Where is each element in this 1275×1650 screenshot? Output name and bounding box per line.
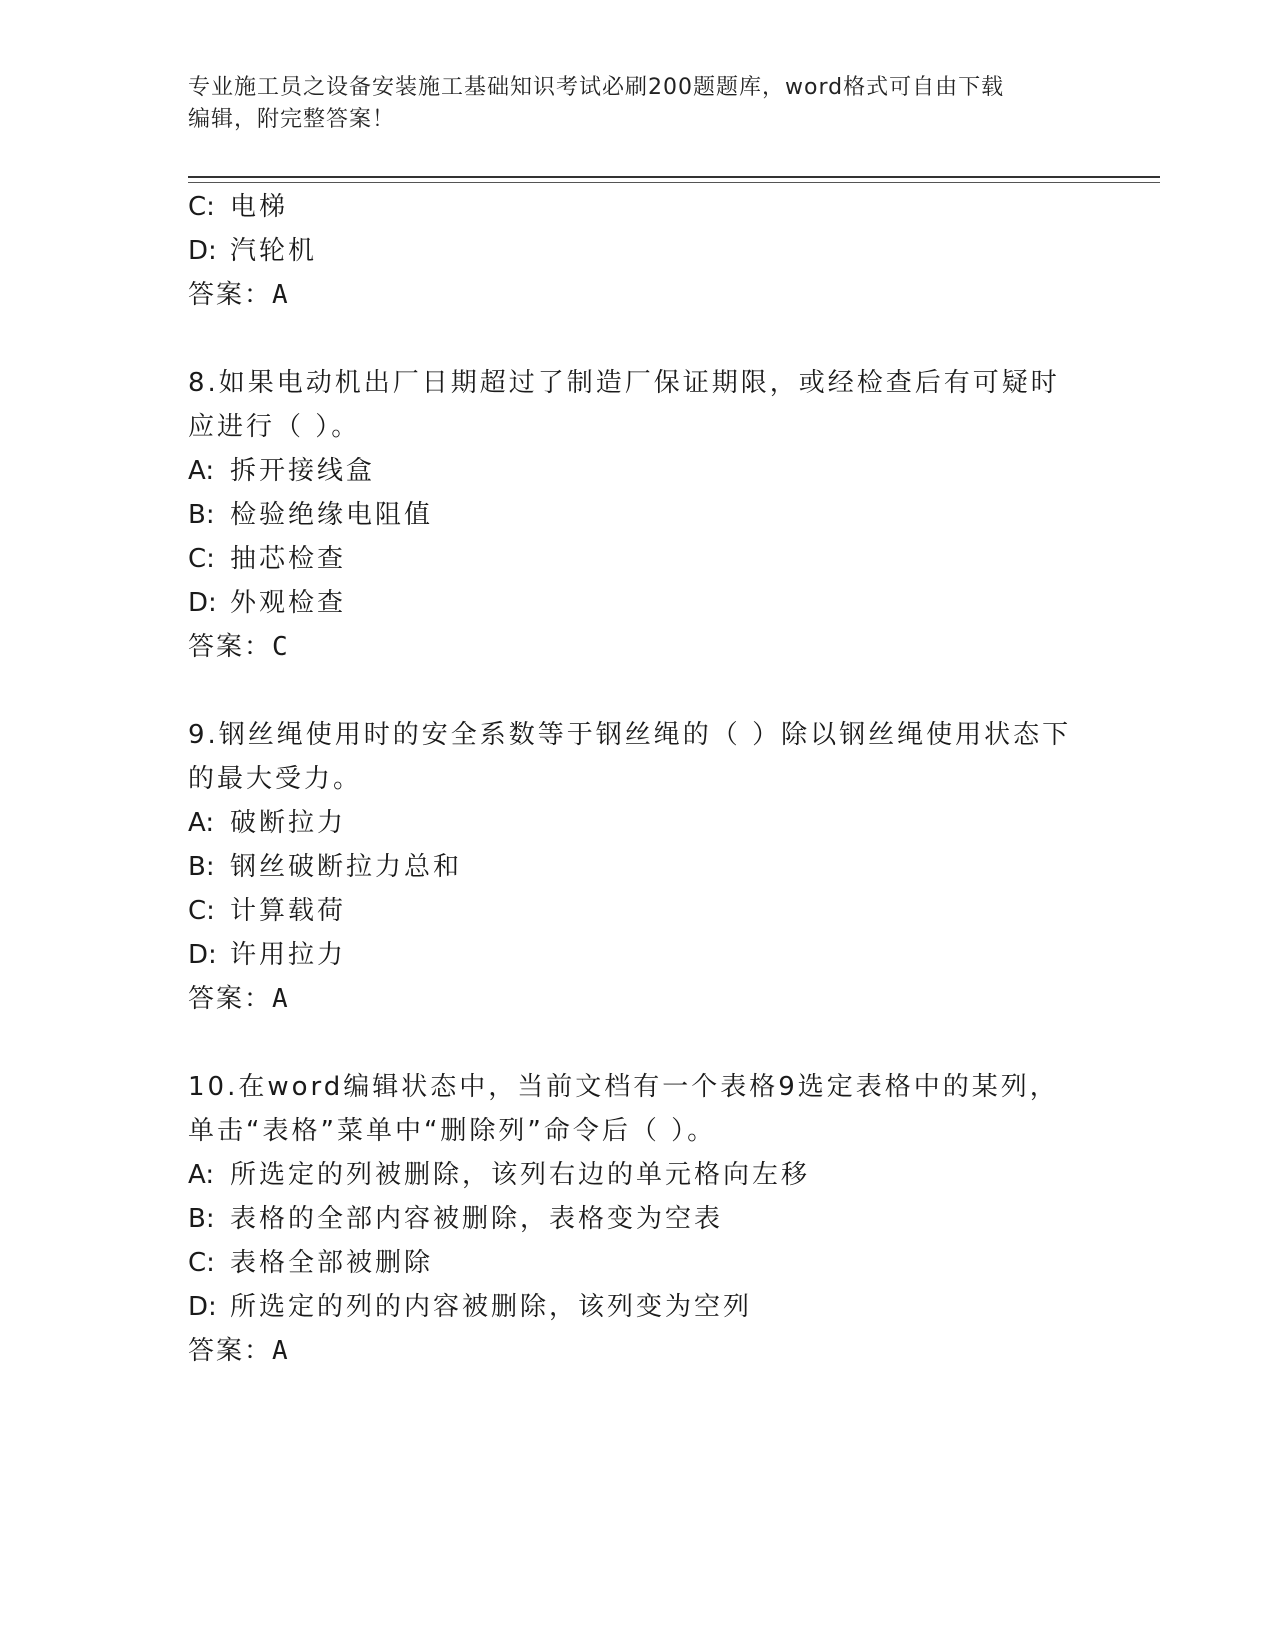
q7-option-c: [188, 190, 288, 224]
q9-option-d: [188, 938, 346, 972]
q9-stem-line-2: 的最大受力。: [188, 764, 363, 794]
q7-answer: 答案：A: [188, 280, 290, 310]
option-key: C:: [188, 896, 215, 926]
q9-option-c: [188, 894, 346, 928]
header-divider-thin: [188, 182, 1160, 183]
q10-option-b: [188, 1202, 723, 1236]
option-text: 许用拉力: [230, 940, 347, 970]
option-key: B:: [188, 852, 215, 882]
option-key: B:: [188, 1204, 215, 1234]
q8-option-b: [188, 498, 433, 532]
option-text: 汽轮机: [230, 236, 318, 266]
option-text: 所选定的列被删除，该列右边的单元格向左移: [230, 1160, 811, 1190]
option-key: C:: [188, 192, 215, 222]
q9-option-a: [188, 806, 346, 840]
header-divider-thick: [188, 176, 1160, 178]
q10-option-a: [188, 1158, 810, 1192]
option-key: B:: [188, 500, 215, 530]
option-text: 电梯: [230, 192, 289, 222]
header-line-2: 编辑，附完整答案！: [188, 107, 396, 132]
option-key: C:: [188, 1248, 215, 1278]
header-line-1: 专业施工员之设备安装施工基础知识考试必刷200题题库，word格式可自由下载: [188, 75, 1005, 100]
q8-stem-line-2: 应进行（ ）。: [188, 412, 361, 442]
q10-stem-line-1: 10.在word编辑状态中，当前文档有一个表格9选定表格中的某列，: [188, 1072, 1059, 1102]
option-text: 破断拉力: [230, 808, 347, 838]
option-key: D:: [188, 1292, 217, 1322]
option-text: 抽芯检查: [230, 544, 347, 574]
option-text: 表格的全部内容被删除，表格变为空表: [230, 1204, 724, 1234]
option-text: 外观检查: [230, 588, 347, 618]
q9-answer: 答案：A: [188, 984, 290, 1014]
option-text: 计算载荷: [230, 896, 347, 926]
q10-stem-line-2: 单击“表格”菜单中“删除列”命令后（ ）。: [188, 1116, 717, 1146]
option-text: 所选定的列的内容被删除，该列变为空列: [230, 1292, 753, 1322]
q10-answer: 答案：A: [188, 1336, 290, 1366]
option-key: C:: [188, 544, 215, 574]
option-text: 表格全部被删除: [230, 1248, 434, 1278]
option-key: A:: [188, 456, 215, 486]
option-key: D:: [188, 588, 217, 618]
q8-option-a: [188, 454, 375, 488]
q10-option-c: [188, 1246, 433, 1280]
option-key: D:: [188, 236, 217, 266]
q9-option-b: [188, 850, 462, 884]
page-header: [188, 72, 1088, 136]
q9-stem-line-1: 9.钢丝绳使用时的安全系数等于钢丝绳的（ ）除以钢丝绳使用状态下: [188, 720, 1072, 750]
option-text: 检验绝缘电阻值: [230, 500, 434, 530]
q10-option-d: [188, 1290, 752, 1324]
q8-option-d: [188, 586, 346, 620]
q8-option-c: [188, 542, 346, 576]
q8-answer: 答案：C: [188, 632, 290, 662]
option-key: A:: [188, 1160, 215, 1190]
option-text: 钢丝破断拉力总和: [230, 852, 463, 882]
option-key: D:: [188, 940, 217, 970]
option-text: 拆开接线盒: [230, 456, 376, 486]
q7-option-d: [188, 234, 317, 268]
q8-stem-line-1: 8.如果电动机出厂日期超过了制造厂保证期限，或经检查后有可疑时: [188, 368, 1060, 398]
option-key: A:: [188, 808, 215, 838]
